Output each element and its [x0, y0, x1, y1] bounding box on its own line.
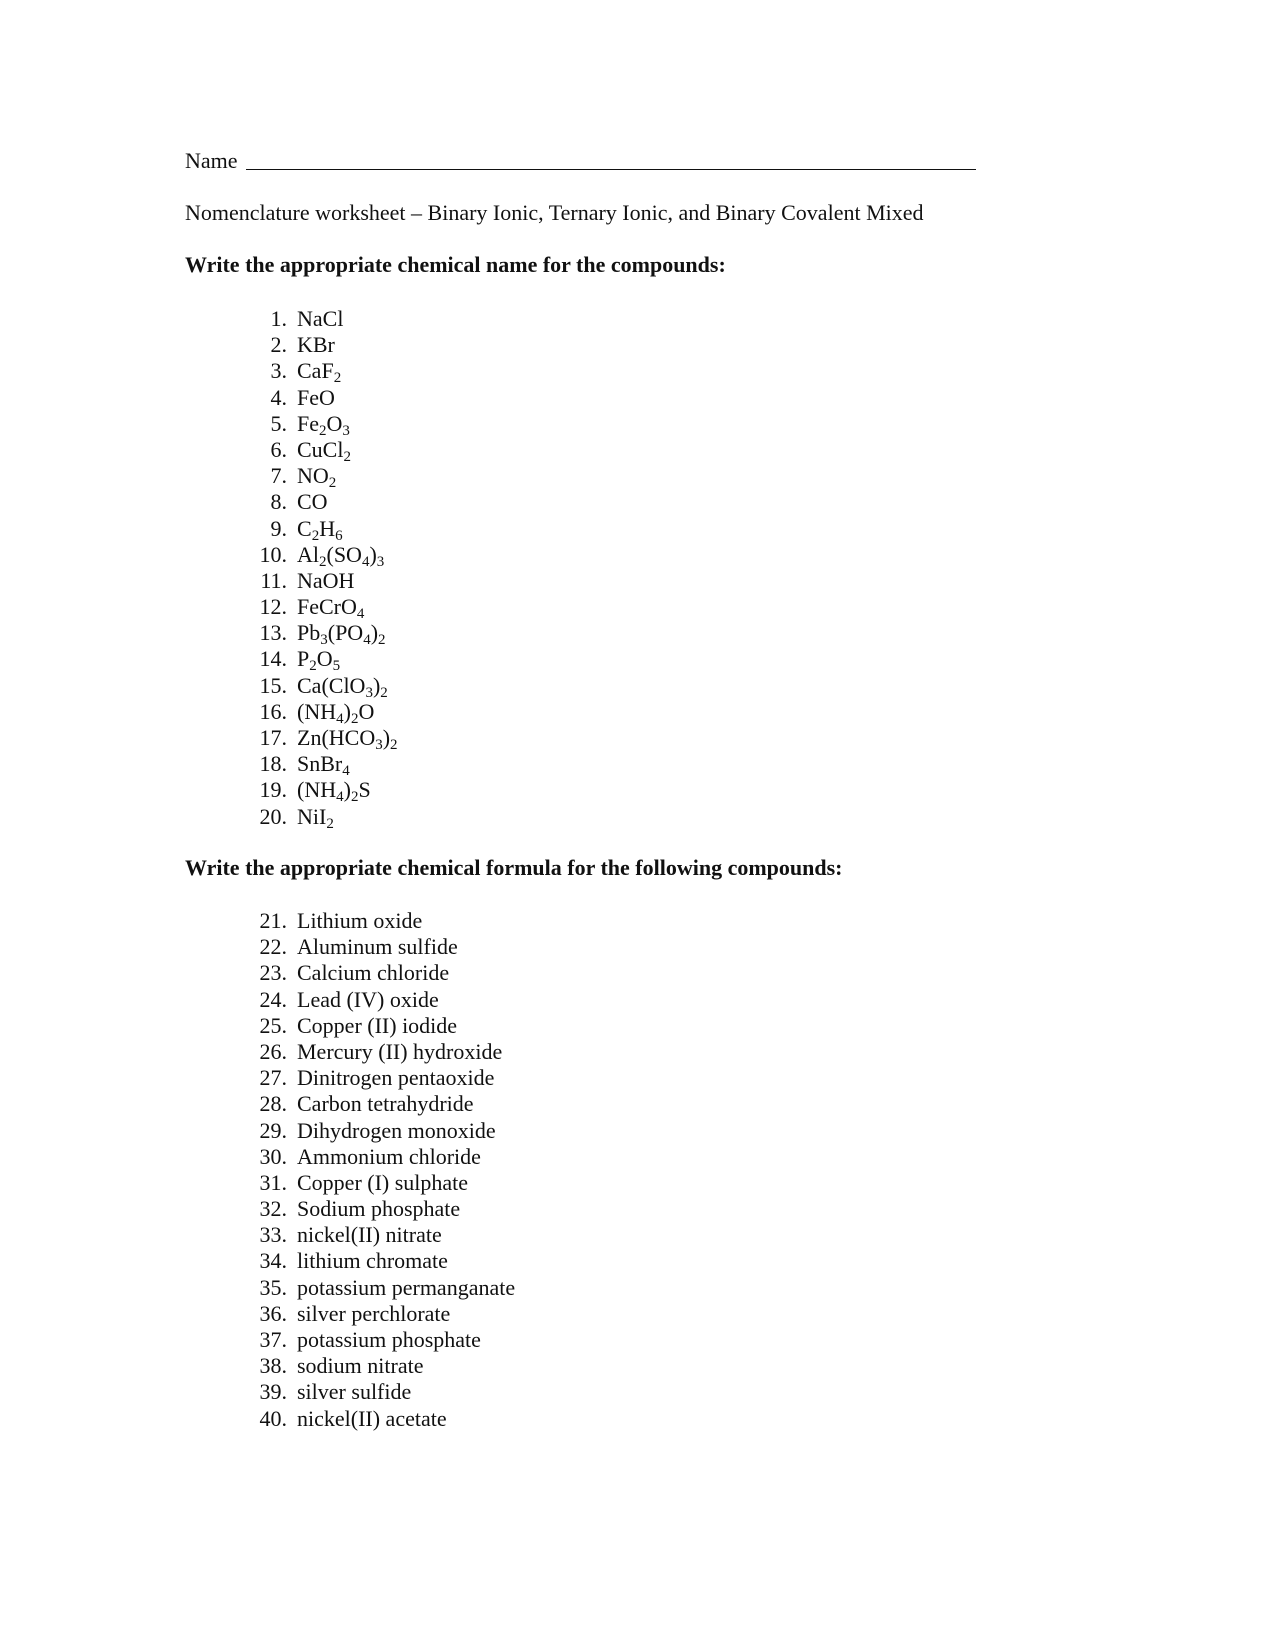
list-item — [250, 725, 398, 751]
list-item — [250, 804, 398, 830]
list-item — [250, 1353, 515, 1379]
item-number: 18. — [259, 751, 287, 777]
list-item — [250, 1091, 515, 1117]
item-text: $Al_2(SO_4)_3$ — [297, 541, 385, 570]
item-number: 3. — [270, 358, 287, 384]
item-number: 25. — [259, 1012, 287, 1038]
item-number: 35. — [259, 1274, 287, 1300]
item-text: Aluminum sulfide — [297, 934, 458, 960]
item-number: 38. — [259, 1353, 287, 1379]
list-item — [250, 385, 398, 411]
item-text: Lead (IV) oxide — [297, 986, 439, 1012]
name-blank-line — [246, 149, 976, 170]
item-text: sodium nitrate — [297, 1353, 424, 1379]
list-item — [250, 1013, 515, 1039]
list-item — [250, 568, 398, 594]
item-text: Ammonium chloride — [297, 1143, 481, 1169]
list-item — [250, 1301, 515, 1327]
item-number: 24. — [259, 986, 287, 1012]
list-item — [250, 1144, 515, 1170]
item-number: 12. — [259, 594, 287, 620]
list-item — [250, 1406, 515, 1432]
item-number: 26. — [259, 1038, 287, 1064]
item-number: 23. — [259, 960, 287, 986]
item-text: Copper (II) iodide — [297, 1012, 458, 1038]
item-text: NaCl — [297, 306, 344, 331]
compound-name-list — [250, 908, 515, 1432]
list-item — [250, 673, 398, 699]
item-number: 9. — [270, 515, 287, 541]
item-text: Sodium phosphate — [297, 1196, 461, 1222]
section-heading-names: Write the appropriate chemical name for the compounds: — [185, 252, 726, 277]
item-number: 31. — [259, 1169, 287, 1195]
worksheet-subtitle: Nomenclature worksheet – Binary Ionic, Ternary Ionic, and Binary Covalent Mixed — [185, 200, 924, 225]
item-text: nickel(II) acetate — [297, 1405, 447, 1431]
item-number: 8. — [270, 489, 287, 515]
item-text: Copper (I) sulphate — [297, 1169, 469, 1195]
item-text: Lithium oxide — [297, 908, 423, 933]
item-text: FeO — [297, 384, 335, 410]
item-number: 36. — [259, 1300, 287, 1326]
list-item — [250, 1327, 515, 1353]
list-item — [250, 777, 398, 806]
item-text: $Zn(HCO_3)_2$ — [297, 725, 398, 753]
list-item — [250, 358, 398, 387]
name-field-row — [185, 148, 976, 174]
item-number: 2. — [270, 332, 287, 358]
item-number: 5. — [270, 410, 287, 436]
item-text: NiI$_2$ — [297, 803, 334, 832]
list-item — [250, 934, 515, 960]
list-item — [250, 306, 398, 332]
item-text: $NO_2$ — [297, 463, 337, 492]
item-number: 4. — [270, 384, 287, 410]
item-number: 22. — [259, 934, 287, 960]
item-text: potassium permanganate — [297, 1274, 516, 1300]
item-text: FeCrO$_4$ — [297, 594, 365, 623]
item-number: 11. — [260, 567, 287, 593]
item-number: 28. — [259, 1091, 287, 1117]
item-text: nickel(II) nitrate — [297, 1222, 442, 1248]
item-text: CuCl$_2$ — [297, 436, 351, 465]
list-item — [250, 646, 398, 675]
item-text: SnBr$_4$ — [297, 751, 350, 780]
item-text: Carbon tetrahydride — [297, 1091, 474, 1117]
list-item — [250, 1065, 515, 1091]
list-item — [250, 332, 398, 358]
item-number: 29. — [259, 1117, 287, 1143]
item-number: 20. — [259, 803, 287, 829]
item-number: 21. — [259, 908, 287, 933]
item-text: CaF$_2$ — [297, 358, 342, 387]
compound-formula-list — [250, 306, 398, 830]
item-number: 1. — [270, 306, 287, 331]
list-item — [250, 699, 398, 725]
list-item — [250, 1170, 515, 1196]
list-item — [250, 1118, 515, 1144]
item-number: 27. — [259, 1065, 287, 1091]
item-text: $C_2H_6$ — [297, 515, 343, 544]
list-item — [250, 1039, 515, 1065]
list-item — [250, 542, 398, 568]
list-item — [250, 516, 398, 542]
item-text: $Ca(ClO_3)_2$ — [297, 672, 388, 701]
item-text: Dihydrogen monoxide — [297, 1117, 496, 1143]
item-text: $Pb_3(PO_4)_2$ — [297, 620, 386, 649]
item-number: 16. — [259, 698, 287, 724]
item-text: lithium chromate — [297, 1248, 448, 1274]
list-item — [250, 1196, 515, 1222]
list-item — [250, 1275, 515, 1301]
item-number: 40. — [259, 1405, 287, 1431]
item-number: 33. — [259, 1222, 287, 1248]
item-number: 17. — [259, 725, 287, 750]
list-item — [250, 463, 398, 492]
item-text: potassium phosphate — [297, 1327, 481, 1352]
item-text: Calcium chloride — [297, 960, 450, 986]
list-item — [250, 489, 398, 515]
item-number: 39. — [259, 1379, 287, 1405]
item-number: 19. — [259, 777, 287, 803]
item-number: 32. — [259, 1196, 287, 1222]
item-number: 37. — [259, 1327, 287, 1352]
item-number: 14. — [259, 646, 287, 672]
item-text: KBr — [297, 332, 335, 358]
item-number: 15. — [259, 672, 287, 698]
list-item — [250, 751, 398, 780]
list-item — [250, 960, 515, 986]
list-item — [250, 620, 398, 649]
item-number: 10. — [259, 541, 287, 567]
item-text: NaOH — [297, 567, 355, 593]
item-number: 30. — [259, 1143, 287, 1169]
item-text: silver perchlorate — [297, 1300, 451, 1326]
list-item — [250, 411, 398, 437]
list-item — [250, 1222, 515, 1248]
name-label: Name — [185, 148, 238, 173]
item-text: Dinitrogen pentaoxide — [297, 1065, 495, 1091]
item-text: $(NH_4)_2O$ — [297, 698, 375, 727]
list-item — [250, 594, 398, 623]
item-text: $Fe_2O_3$ — [297, 410, 350, 439]
item-text: $(NH_4)_2S$ — [297, 777, 371, 806]
item-number: 7. — [270, 463, 287, 489]
list-item — [250, 987, 515, 1013]
list-item — [250, 908, 515, 934]
item-text: silver sulfide — [297, 1379, 412, 1405]
item-text: CO — [297, 489, 328, 515]
list-item — [250, 437, 398, 463]
item-number: 34. — [259, 1248, 287, 1274]
list-item — [250, 1379, 515, 1405]
section-heading-formulas: Write the appropriate chemical formula for the following compounds: — [185, 855, 843, 880]
item-number: 13. — [259, 620, 287, 646]
list-item — [250, 1248, 515, 1274]
item-text: Mercury (II) hydroxide — [297, 1038, 503, 1064]
item-text: $P_2O_5$ — [297, 646, 341, 675]
item-number: 6. — [270, 436, 287, 462]
